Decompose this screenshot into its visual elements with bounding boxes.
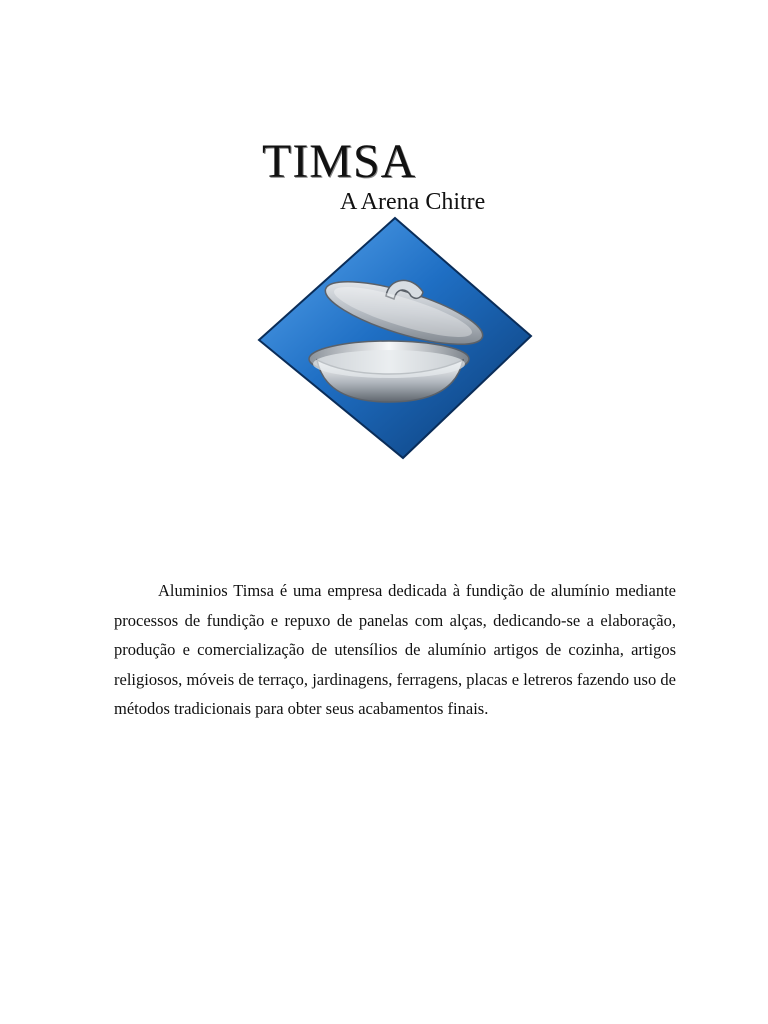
logo-title: TIMSA (262, 135, 417, 188)
company-description (114, 576, 676, 724)
cookware-pot-with-lid-icon (257, 214, 533, 462)
description-paragraph: Aluminios Timsa é uma empresa dedicada à fundição de alumínio mediante processos de fundição e repuxo de panelas com alças, dedicando-se a elaboração, produção e comercialização de utensílios de alumínio artigos de cozinha, artigos religiosos, móveis de terraço, jardinagens, ferragens, placas e letreros fazendo uso de métodos tradicionais para obter seus acabamentos finais. (114, 581, 676, 719)
timsa-logo (240, 118, 540, 468)
logo-subtitle: A Arena Chitre (340, 189, 486, 215)
